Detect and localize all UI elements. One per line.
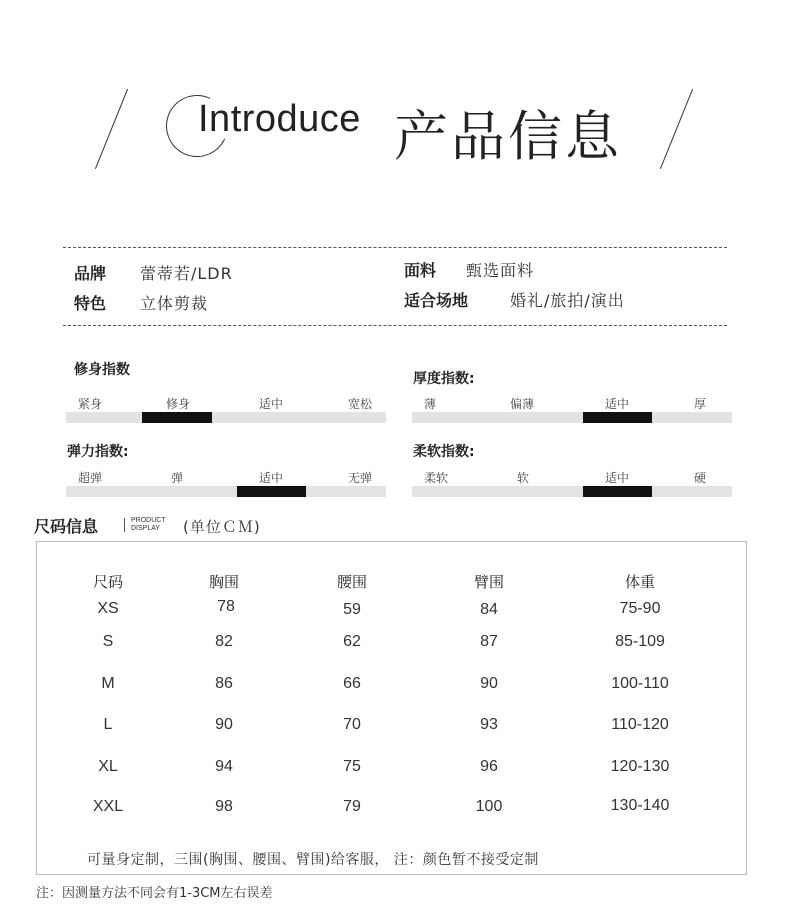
thickness-index-marker	[583, 412, 652, 423]
brand-value: 蕾蒂若/LDR	[140, 264, 233, 283]
size-unit-label: (单位ＣＭ)	[183, 518, 261, 536]
size-info-title: 尺码信息	[34, 517, 99, 536]
fit-option: 宽松	[348, 397, 373, 411]
table-cell: XXL	[92, 798, 124, 815]
table-cell: 59	[343, 601, 361, 618]
left-slash-decoration	[95, 89, 128, 169]
size-title-separator	[124, 518, 125, 532]
table-cell: M	[101, 675, 115, 692]
fit-index-title: 修身指数	[74, 362, 130, 378]
fit-option: 紧身	[78, 397, 103, 411]
softness-option: 柔软	[424, 471, 449, 485]
table-cell: 90	[480, 675, 498, 692]
brand-label: 品牌	[74, 264, 107, 283]
table-header-weight: 体重	[624, 573, 656, 591]
table-cell: 62	[343, 633, 361, 650]
softness-option: 适中	[605, 471, 630, 485]
fabric-label: 面料	[404, 261, 437, 280]
page-title: 产品信息	[394, 105, 622, 168]
table-cell: 82	[215, 633, 233, 650]
softness-index-bar	[412, 486, 732, 497]
table-cell: XL	[98, 758, 118, 775]
table-header-size: 尺码	[92, 573, 124, 591]
occasion-label: 适合场地	[404, 291, 469, 310]
table-cell: 120-130	[610, 758, 670, 775]
elasticity-option: 无弹	[348, 471, 373, 485]
fabric-value: 甄选面料	[466, 261, 535, 280]
caption-line-2: DISPLAY	[131, 525, 161, 532]
table-cell: 66	[343, 675, 361, 692]
fit-index-bar	[66, 412, 386, 423]
softness-option: 软	[517, 471, 530, 485]
thickness-index-title: 厚度指数:	[413, 371, 475, 387]
info-bottom-divider	[63, 325, 727, 326]
softness-option: 硬	[694, 471, 707, 485]
table-cell: 98	[215, 798, 233, 815]
table-header-waist: 腰围	[336, 573, 368, 591]
table-cell: 96	[480, 758, 498, 775]
thickness-option: 适中	[605, 397, 630, 411]
softness-index-marker	[583, 486, 652, 497]
thickness-index-bar	[412, 412, 732, 423]
table-header-chest: 胸围	[208, 573, 240, 591]
table-cell: 79	[343, 798, 361, 815]
elasticity-index-marker	[237, 486, 306, 497]
fit-index-marker	[142, 412, 212, 423]
fit-option: 修身	[166, 397, 191, 411]
table-cell: 93	[480, 716, 498, 733]
table-cell: 85-109	[615, 633, 665, 650]
table-cell: 84	[480, 601, 498, 618]
fit-option: 适中	[259, 397, 284, 411]
table-cell: 94	[215, 758, 233, 775]
softness-index-title: 柔软指数:	[413, 444, 475, 460]
elasticity-option: 适中	[259, 471, 284, 485]
custom-order-note: 可量身定制，三围(胸围、腰围、臂围)给客服， 注：颜色暂不接受定制	[87, 852, 539, 868]
table-cell: 100	[475, 798, 503, 815]
table-cell: 100-110	[611, 675, 669, 692]
table-cell: 87	[480, 633, 498, 650]
feature-label: 特色	[74, 294, 107, 313]
table-cell: 110-120	[611, 716, 669, 733]
caption-line-1: PRODUCT	[131, 517, 166, 524]
table-cell: 86	[215, 675, 233, 692]
table-cell: 70	[343, 716, 361, 733]
product-display-caption	[131, 517, 166, 533]
elasticity-option: 弹	[171, 471, 184, 485]
table-cell: XS	[97, 600, 119, 617]
table-cell: 90	[215, 716, 233, 733]
elasticity-index-title: 弹力指数:	[67, 444, 129, 460]
table-cell: 78	[217, 598, 235, 615]
info-top-divider	[63, 247, 727, 248]
table-cell: 75	[343, 758, 361, 775]
occasion-value: 婚礼/旅拍/演出	[510, 291, 625, 310]
table-header-arm: 臂围	[473, 573, 505, 591]
table-cell: S	[102, 633, 114, 650]
right-slash-decoration	[660, 89, 693, 169]
feature-value: 立体剪裁	[140, 294, 209, 313]
elasticity-index-bar	[66, 486, 386, 497]
thickness-option: 偏薄	[510, 397, 535, 411]
measurement-error-note: 注：因测量方法不同会有1-3CM左右误差	[36, 886, 273, 901]
thickness-option: 薄	[424, 397, 437, 411]
elasticity-option: 超弹	[78, 471, 103, 485]
table-cell: 130-140	[610, 797, 670, 814]
thickness-option: 厚	[694, 397, 707, 411]
table-cell: L	[103, 716, 113, 733]
intro-heading: Introduce	[198, 98, 361, 140]
table-cell: 75-90	[619, 600, 661, 617]
